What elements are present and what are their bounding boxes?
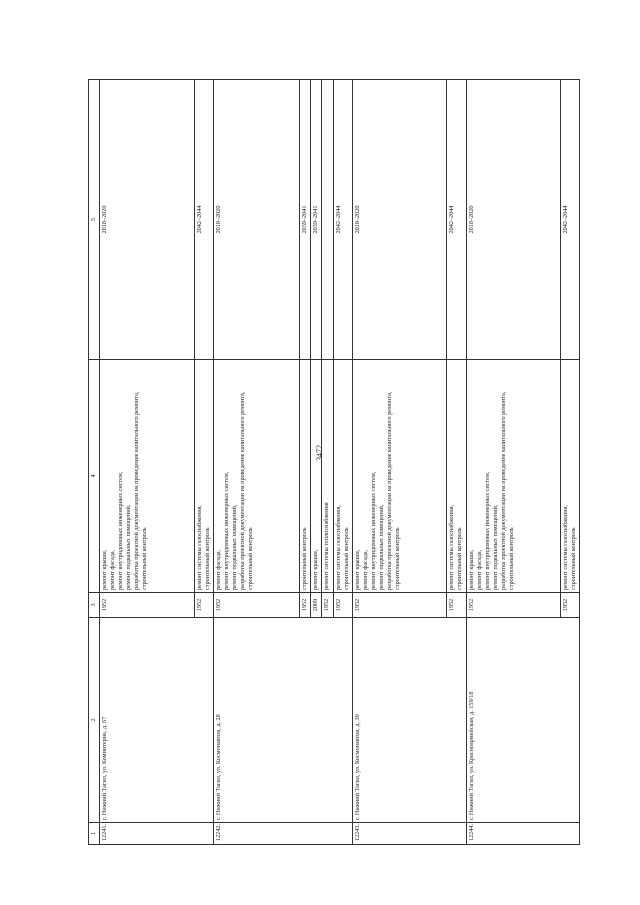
work-description: ремонт фасада, ремонт внутридомовых инженерных систем, ремонт подвальных помещений, разработка проектной документации на проведение капитального ремонта, строительный контроль	[213, 360, 300, 593]
repair-period: 2042–2044	[194, 80, 213, 360]
build-year: 1952	[300, 593, 311, 618]
record-address: г. Нижний Тагил, ул. Космонавтов, д. 28	[213, 618, 352, 823]
repair-period	[322, 80, 333, 360]
repair-period: 2042–2044	[333, 80, 352, 360]
work-description: ремонт крыши, ремонт фасада, ремонт внутридомовых инженерных систем, ремонт подвальных помещений, разработка проектной документации на проведение капитального ремонта, строительный контроль	[466, 360, 561, 593]
repair-period: 2039–2041	[311, 80, 322, 360]
record-address: г. Нижний Тагил, ул. Коминтерна, д. 67	[100, 618, 214, 823]
repair-period: 2018–2020	[352, 80, 447, 360]
build-year: 1952	[333, 593, 352, 618]
header-col-number: 1	[89, 823, 100, 845]
work-description: строительный контроль	[300, 360, 311, 593]
build-year: 1952	[213, 593, 300, 618]
work-description: ремонт крыши, ремонт фасада, ремонт внутридомовых инженерных систем, ремонт подвальных помещений, разработка проектной документации на проведение капитального ремонта, строительный контроль	[352, 360, 447, 593]
build-year: 2009	[311, 593, 322, 618]
build-year: 1952	[100, 593, 195, 618]
header-col-work: 4	[89, 360, 100, 593]
header-row	[89, 80, 100, 845]
build-year: 1952	[352, 593, 447, 618]
build-year: 1952	[561, 593, 580, 618]
record-number: 12241.	[100, 823, 214, 845]
table-row	[100, 80, 195, 845]
record-number: 12244.	[466, 823, 580, 845]
repair-period: 2018–2020	[466, 80, 561, 360]
build-year: 1952	[466, 593, 561, 618]
work-description: ремонт системы газоснабжения, строительный контроль	[194, 360, 213, 593]
repair-schedule-table	[88, 79, 580, 845]
record-number: 12242.	[213, 823, 352, 845]
repair-period: 2042–2044	[447, 80, 466, 360]
work-description: ремонт системы теплоснабжения	[322, 360, 333, 593]
work-description: ремонт системы газоснабжения, строительный контроль	[447, 360, 466, 593]
build-year: 1952	[447, 593, 466, 618]
repair-period: 2039–2041	[300, 80, 311, 360]
record-number: 12243.	[352, 823, 466, 845]
document-table-container	[88, 80, 578, 845]
record-address: г. Нижний Тагил, ул. Красноармейская, д. 159/18	[466, 618, 580, 823]
table-row	[466, 80, 561, 845]
work-description: ремонт системы газоснабжения, строительный контроль	[561, 360, 580, 593]
header-col-address: 2	[89, 618, 100, 823]
build-year: 1952	[322, 593, 333, 618]
header-col-year: 3	[89, 593, 100, 618]
table-row	[352, 80, 447, 845]
build-year: 1952	[194, 593, 213, 618]
page-number: 3472	[315, 445, 324, 461]
header-col-period: 5	[89, 80, 100, 360]
work-description: ремонт крыши, ремонт фасада, ремонт внутридомовых инженерных систем, ремонт подвальных помещений, разработка проектной документации на проведение капитального ремонта, строительный контроль	[100, 360, 195, 593]
repair-period: 2018–2020	[213, 80, 300, 360]
record-address: г. Нижний Тагил, ул. Космонавтов, д. 30	[352, 618, 466, 823]
work-description: ремонт системы газоснабжения, строительный контроль	[333, 360, 352, 593]
repair-period: 2042–2044	[561, 80, 580, 360]
table-row	[213, 80, 300, 845]
repair-period: 2018–2020	[100, 80, 195, 360]
work-description: ремонт крыши,	[311, 360, 322, 593]
